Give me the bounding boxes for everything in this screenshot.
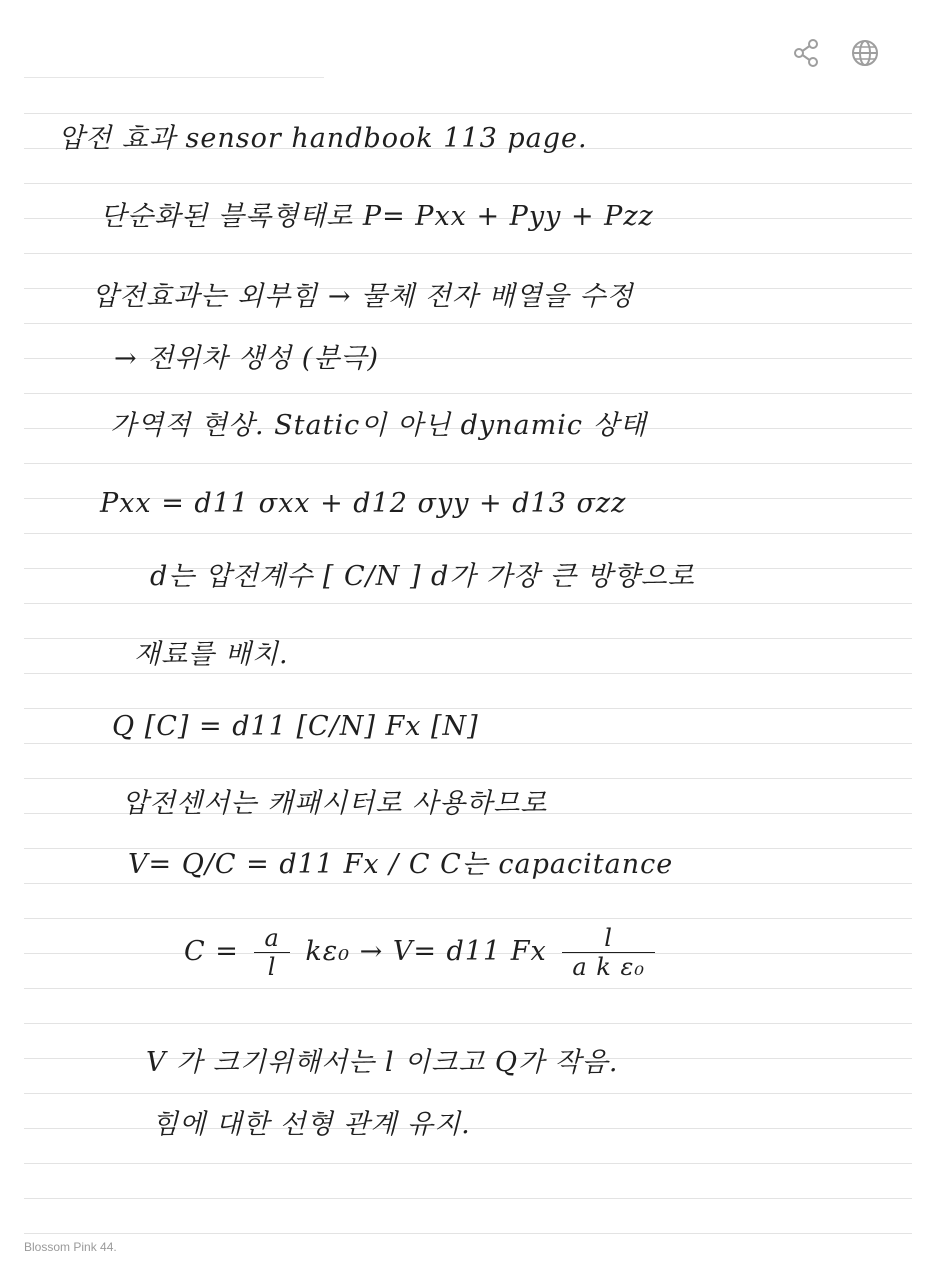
header-divider [24, 77, 324, 78]
note-line: d는 압전계수 [ C/N ] d가 가장 큰 방향으로 [150, 561, 695, 592]
template-label: Blossom Pink 44. [24, 1240, 117, 1254]
formula-middle: kε₀ → V= d11 Fx [305, 936, 547, 967]
ruled-line [24, 1023, 912, 1024]
ruled-line [24, 323, 912, 324]
ruled-line [24, 673, 912, 674]
ruled-line [24, 603, 912, 604]
note-line: V= Q/C = d11 Fx / C C는 capacitance [128, 849, 674, 880]
note-line: V 가 크기위해서는 l 이크고 Q가 작음. [146, 1047, 619, 1078]
fraction-denominator: l [267, 953, 277, 981]
ruled-line [24, 1093, 912, 1094]
formula-left: C = [184, 936, 239, 967]
ruled-line [24, 1163, 912, 1164]
fraction-numerator: l [562, 924, 655, 953]
note-line: 압전 효과 sensor handbook 113 page. [58, 123, 588, 154]
share-button[interactable] [790, 36, 824, 70]
ruled-line [24, 253, 912, 254]
ruled-line [24, 708, 912, 709]
note-line: 재료를 배치. [134, 639, 289, 670]
ruled-line [24, 778, 912, 779]
note-line: 압전효과는 외부힘 → 물체 전자 배열을 수정 [92, 281, 634, 312]
fraction-numerator: a [254, 924, 289, 953]
ruled-line [24, 988, 912, 989]
note-line: → 전위차 생성 (분극) [114, 343, 380, 374]
ruled-line [24, 463, 912, 464]
note-line: 가역적 현상. Static이 아닌 dynamic 상태 [110, 410, 647, 441]
ruled-line [24, 1198, 912, 1199]
ruled-line [24, 113, 912, 114]
note-line: 압전센서는 캐패시터로 사용하므로 [122, 788, 548, 819]
ruled-line [24, 743, 912, 744]
note-line: 단순화된 블록형태로 P= Pxx + Pyy + Pzz [100, 201, 654, 232]
fraction-l-over-ake [562, 924, 655, 981]
ruled-line [24, 183, 912, 184]
share-icon [793, 38, 821, 68]
globe-icon [851, 39, 879, 67]
toolbar [790, 36, 882, 70]
ruled-line [24, 1233, 912, 1234]
web-button[interactable] [848, 36, 882, 70]
ruled-line [24, 883, 912, 884]
formula-line [184, 924, 661, 981]
note-line: Pxx = d11 σxx + d12 σyy + d13 σzz [100, 488, 627, 519]
fraction-a-over-l [254, 924, 289, 981]
ruled-line [24, 533, 912, 534]
ruled-line [24, 393, 912, 394]
note-line: Q [C] = d11 [C/N] Fx [N] [112, 711, 479, 742]
ruled-line [24, 918, 912, 919]
fraction-denominator: a k ε₀ [572, 953, 645, 981]
note-line: 힘에 대한 선형 관계 유지. [152, 1109, 471, 1140]
